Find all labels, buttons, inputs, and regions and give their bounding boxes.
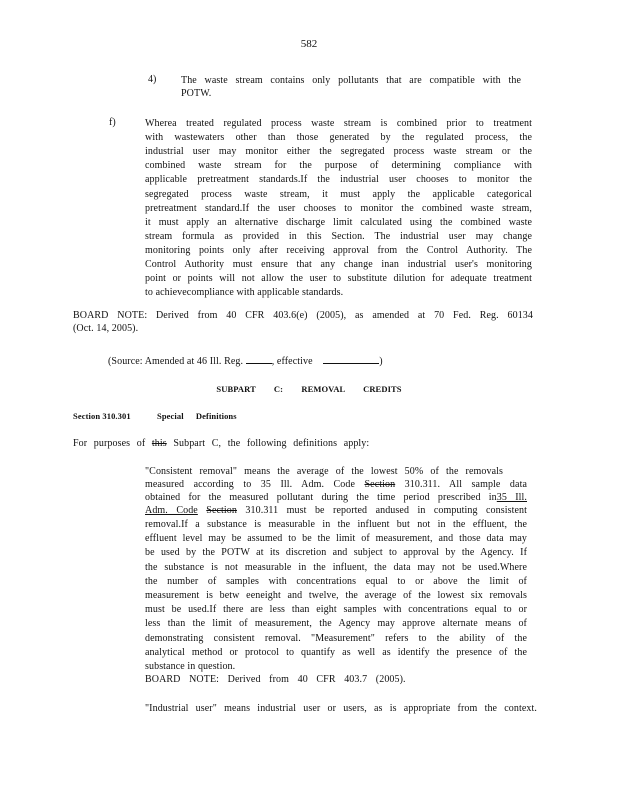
definition-2: "Industrial user" means industrial user or users, as is appropriate from the context. — [145, 703, 537, 714]
subpart-heading: SUBPART C: REMOVAL CREDITS — [216, 384, 402, 394]
item-4-line-2: POTW. — [181, 88, 212, 99]
definition-1-line: measurement is betw eeneight and twelve, the average of the lowest six removals — [145, 590, 527, 601]
definition-1-line-4 — [145, 504, 527, 517]
definition-1-line: must be used.If there are less than eight samples with concentrations equal to or — [145, 604, 527, 616]
section-title: Special Definitions — [157, 411, 237, 421]
source-suffix: ) — [379, 356, 383, 367]
board-note-1-line-2: (Oct. 14, 2005). — [73, 323, 139, 334]
definition-1-underlined-1: 35 Ill. — [496, 492, 528, 503]
intro-before: For purposes of — [73, 438, 152, 449]
source-blank-date — [323, 353, 379, 364]
definition-1-line: analytical method or protocol to quantify as well as identify the presence of the — [145, 646, 527, 658]
item-f-line: combined waste stream for the purpose of determining compliance with — [145, 160, 532, 172]
definition-1-struck-section-2: Section — [206, 505, 237, 516]
item-4-number: 4) — [148, 74, 157, 85]
section-number: Section 310.301 — [73, 411, 131, 421]
source-prefix: (Source: Amended at 46 Ill. Reg. — [108, 356, 244, 367]
definition-1-line: removal.If a substance is measurable in the influent but not in the effluent, the — [145, 519, 527, 530]
item-f-line: Wherea treated regulated process waste stream is combined prior to treatment — [145, 118, 532, 129]
definition-1-line: the number of samples with concentrations equal to or above the limit of — [145, 575, 527, 587]
definition-1-line-4-b: 310.311 must be reported andused in computing consistent — [236, 505, 527, 516]
board-note-1-line-1: BOARD NOTE: Derived from 40 CFR 403.6(e) (2005), as amended at 70 Fed. Reg. 60134 — [73, 310, 533, 321]
intro-struck-word: this — [151, 438, 167, 449]
definition-1-underlined-2: Adm. Code — [145, 505, 198, 516]
item-f-line: industrial user may monitor either the segregated process waste stream or the — [145, 146, 532, 158]
definition-1-line: less than the limit of measurement, the Agency may approve alternate means of — [145, 618, 527, 630]
definition-1-line: be used by the POTW at its discretion and subject to approval by the Agency. If — [145, 547, 527, 559]
item-f-line: to achievecompliance with applicable standards. — [145, 287, 344, 299]
page-number: 582 — [300, 38, 318, 50]
item-f-line: it must apply an alternative discharge limit calculated using the combined waste — [145, 216, 532, 228]
definition-1-board-note: BOARD NOTE: Derived from 40 CFR 403.7 (2005). — [145, 674, 406, 685]
definition-1-line-2 — [145, 478, 527, 491]
definition-1-line-3 — [145, 491, 527, 504]
definition-1-line: effluent level may be assumed to be the limit of measurement, and those data may — [145, 533, 527, 545]
item-f-line: Control Authority must ensure that any change inan industrial user's monitoring — [145, 259, 532, 270]
definition-1-last-line: substance in question. — [145, 661, 236, 672]
item-f-line: pretreatment standard.If the user chooses to monitor the combined waste stream, — [145, 202, 532, 214]
intro-sentence — [73, 437, 369, 450]
definition-1-line-2-a: measured according to 35 Ill. Adm. Code — [145, 479, 365, 490]
item-f-line: segregated process waste stream, it must apply the applicable categorical — [145, 188, 532, 200]
item-f-line: stream formula as provided in this Section. The industrial user may change — [145, 230, 532, 242]
definition-1-line: demonstrating consistent removal. "Measurement" refers to the ability of the — [145, 632, 527, 644]
item-f-line: applicable pretreatment standards.If the industrial user chooses to monitor the — [145, 174, 532, 186]
definition-1-struck-section-1: Section — [364, 479, 396, 490]
source-blank-register — [246, 353, 272, 364]
item-f-number: f) — [109, 117, 116, 128]
intro-after: Subpart C, the following definitions apply: — [166, 438, 370, 449]
definition-1-line: the substance is not measurable in the influent, the data may not be used.Where — [145, 561, 527, 573]
source-middle: , effective — [271, 356, 313, 367]
item-f-line: with wastewaters other than those generated by the regulated process, the — [145, 132, 532, 144]
item-f-line: monitoring points only after receiving approval from the Control Authority. The — [145, 244, 532, 256]
source-note — [108, 353, 383, 368]
definition-1-line-3-a: obtained for the measured pollutant during the time period prescribed in — [145, 492, 497, 503]
item-4-line-1: The waste stream contains only pollutants that are compatible with the — [181, 75, 521, 86]
item-f-line: point or points will not allow the user to substitute dilution for adequate treatment — [145, 273, 532, 285]
definition-1-line-1: "Consistent removal" means the average of the lowest 50% of the removals — [145, 466, 503, 477]
definition-1-line-2-b: 310.311. All sample data — [395, 479, 527, 490]
